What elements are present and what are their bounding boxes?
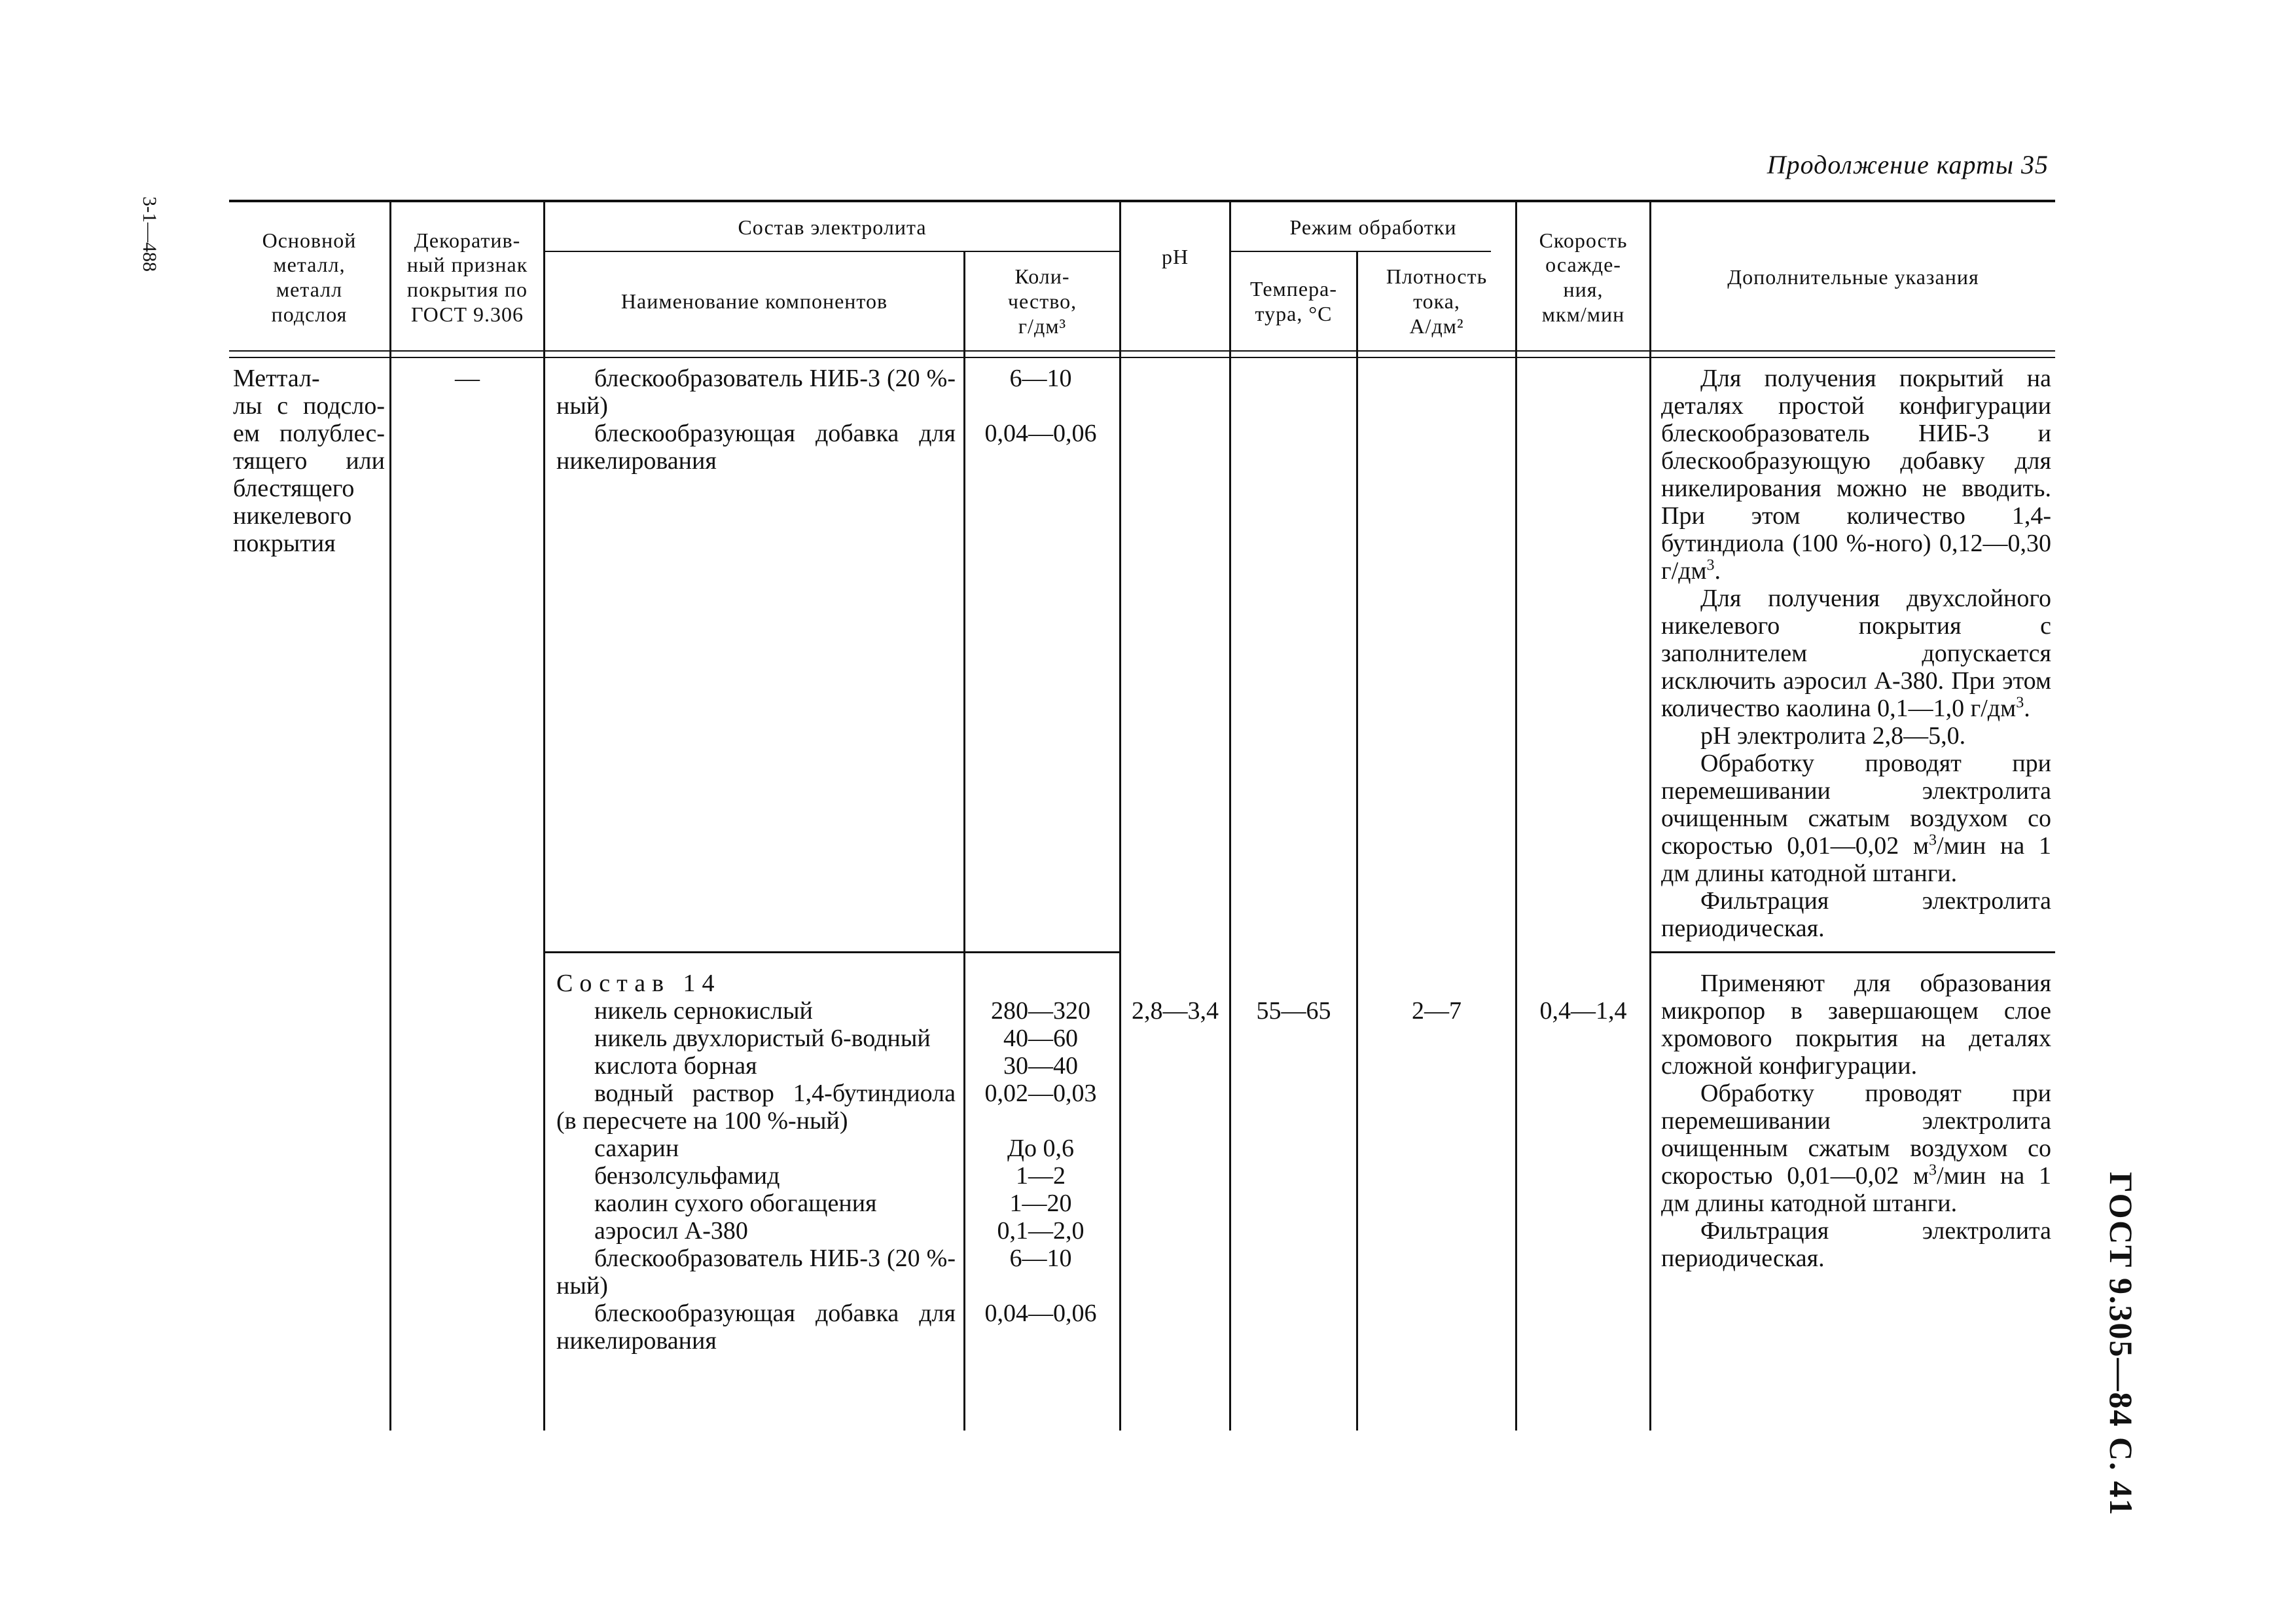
- component-quantity: До 0,6: [1007, 1135, 1074, 1162]
- component-row: [556, 1300, 1119, 1355]
- col-rule-2: [543, 200, 545, 1431]
- component-row: [556, 365, 1119, 420]
- composition-number: Состав 14: [556, 970, 721, 997]
- header-quantity: Коли- чество, г/дм³: [1007, 264, 1077, 338]
- note-paragraph: Для получения покрытий на деталях простой конфигурации блескообразователь НИБ-3 и блескообразующую добавку для никелирования можно не вводить. При этом количество 1,4-бутиндиола (100 %-ного) 0,12—0,30 $г/дм^3$.: [1661, 365, 2051, 585]
- block2-components: [556, 997, 1119, 1355]
- header-base-metal: Основной металл, металл подслоя: [262, 228, 357, 326]
- component-row: [556, 997, 1119, 1025]
- component-row: [556, 1190, 1119, 1217]
- note-paragraph: Фильтрация электролита периодическая.: [1661, 887, 2051, 942]
- decorative-cell: —: [455, 365, 480, 392]
- temperature-value: 55—65: [1256, 997, 1331, 1025]
- component-quantity: 30—40: [1003, 1052, 1078, 1080]
- col-rule-6: [1356, 251, 1358, 1431]
- header-rate: Скорость осажде- ния, мкм/мин: [1539, 228, 1628, 326]
- current-density-value: 2—7: [1412, 997, 1462, 1025]
- component-quantity: 0,1—2,0: [997, 1217, 1085, 1245]
- component-row: [556, 1162, 1119, 1190]
- component-name: никель сернокислый: [594, 997, 813, 1025]
- component-quantity: 0,02—0,03: [984, 1080, 1097, 1107]
- electrolyte-table: [229, 200, 2055, 1431]
- component-name: блескообразователь НИБ-3 (20 %-ный): [556, 1245, 956, 1300]
- block1-notes: [1661, 365, 2051, 942]
- block2-notes: [1661, 970, 2051, 1272]
- component-name: блескообразующая добавка для никелирования: [556, 420, 956, 475]
- col-rule-5: [1229, 200, 1231, 1431]
- component-row: [556, 1135, 1119, 1162]
- note-paragraph: pH электролита 2,8—5,0.: [1700, 722, 1966, 750]
- component-quantity: 40—60: [1003, 1025, 1078, 1052]
- note-paragraph: Обработку проводят при перемешивании электролита очищенным сжатым воздухом со скоростью 0,01—0,02 $м^3$/мин на 1 дм длины катодной штанги.: [1661, 750, 2051, 887]
- component-row: [556, 1245, 1119, 1300]
- block-separator-right: [1649, 951, 2055, 953]
- component-quantity: 6—10: [1009, 365, 1072, 392]
- note-paragraph: Применяют для образования микропор в завершающем слое хромового покрытия на деталях сложной конфигурации.: [1661, 970, 2051, 1080]
- rate-value: 0,4—1,4: [1539, 997, 1627, 1025]
- col-rule-8: [1649, 200, 1651, 1431]
- header-component-names: Наименование компонентов: [620, 289, 888, 314]
- component-name: бензолсульфамид: [594, 1162, 780, 1190]
- header-decorative: Декоратив- ный признак покрытия по ГОСТ 9.306: [406, 228, 528, 326]
- ph-value: 2,8—3,4: [1132, 997, 1219, 1025]
- block-separator-left: [543, 951, 1119, 953]
- running-head: Продолжение карты 35: [1767, 150, 2049, 179]
- component-quantity: 6—10: [1009, 1245, 1072, 1272]
- mode-sub-rule: [1229, 251, 1491, 252]
- composition-sub-rule: [543, 251, 1119, 252]
- block1-components: [556, 365, 1119, 475]
- header-notes: Дополнительные указания: [1727, 265, 1979, 289]
- note-paragraph: Обработку проводят при перемешивании электролита очищенным сжатым воздухом со скоростью 0,01—0,02 $м^3$/мин на 1 дм длины катодной штанги.: [1661, 1080, 2051, 1217]
- block2-heading: [556, 970, 956, 997]
- header-mode: Режим обработки: [1289, 215, 1457, 240]
- component-name: блескообразователь НИБ-3 (20 %-ный): [556, 365, 956, 420]
- component-name: кислота борная: [594, 1052, 757, 1080]
- header-ph: pH: [1161, 245, 1189, 269]
- note-paragraph: Для получения двухслойного никелевого покрытия с заполнителем допускается исключить аэросил А-380. При этом количество каолина 0,1—1,0 $г/дм^3$.: [1661, 585, 2051, 722]
- component-row: [556, 1025, 1119, 1052]
- component-quantity: 1—2: [1016, 1162, 1066, 1190]
- header-composition: Состав электролита: [738, 215, 927, 240]
- header-current-density: Плотность тока, А/дм²: [1386, 264, 1488, 338]
- component-quantity: 0,04—0,06: [984, 1300, 1097, 1327]
- component-name: никель двухлористый 6-водный: [594, 1025, 931, 1052]
- col-rule-4: [1119, 200, 1121, 1431]
- note-paragraph: Фильтрация электролита периодическая.: [1661, 1217, 2051, 1272]
- component-row: [556, 420, 1119, 475]
- header-rule-1: [229, 350, 2055, 352]
- component-name: водный раствор 1,4-бутиндиола (в пересчете на 100 %-ный): [556, 1080, 956, 1135]
- header-rule-2: [229, 357, 2055, 358]
- standard-page-code: ГОСТ 9.305—84 С. 41: [2103, 1172, 2140, 1517]
- sheet-mark: 3-1—488: [139, 196, 160, 272]
- component-name: аэросил А-380: [594, 1217, 748, 1245]
- component-name: сахарин: [594, 1135, 679, 1162]
- component-row: [556, 1217, 1119, 1245]
- table-top-rule: [229, 200, 2055, 202]
- component-name: каолин сухого обогащения: [594, 1190, 877, 1217]
- header-temperature: Темпера- тура, °С: [1250, 277, 1337, 325]
- component-name: блескообразующая добавка для никелирования: [556, 1300, 956, 1355]
- col-rule-7: [1515, 200, 1517, 1431]
- component-row: [556, 1080, 1119, 1135]
- component-quantity: 280—320: [991, 997, 1090, 1025]
- component-quantity: 1—20: [1009, 1190, 1072, 1217]
- base-metal-cell: Меттал- лы с подсло- ем полублес- тящего или блестящего никелевого покрытия: [233, 365, 385, 557]
- component-quantity: 0,04—0,06: [984, 420, 1097, 447]
- component-row: [556, 1052, 1119, 1080]
